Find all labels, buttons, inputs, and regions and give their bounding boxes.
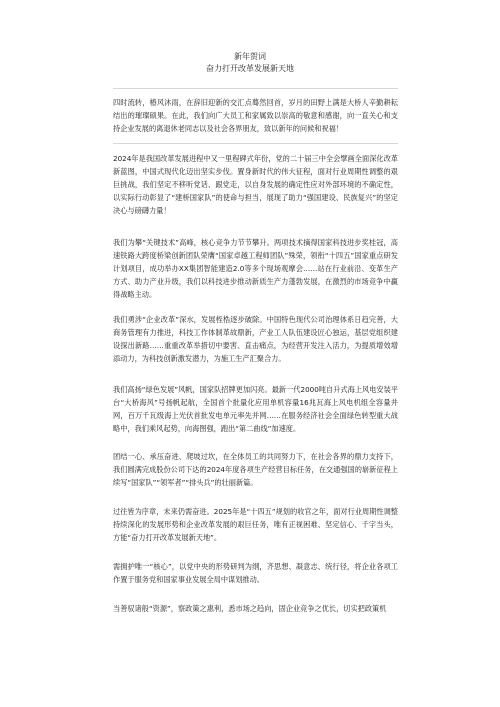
document-title: 新年贺词 [234, 52, 266, 61]
paragraph-9: 当善驭诸般“资源”，察政策之惠利，悉市场之趋向，固企业竞争之优长，切实把政策机 [113, 604, 387, 613]
paragraph-2: 2024年是我国改革发展进程中又一里程碑式年份，党的二十届三中全会擘画全面深化改革新蓝图，中国式现代化迈出坚实步伐。置身新时代的伟大征程，面对行业周期性调整的艰巨挑战，我们坚定不移听党话、跟党走，以自身发展的确定性应对外部环境的不确定性，以实际行动彰显了“建桥国家队”的使命与担当，展现了助力“强国建设、民族复兴”的坚定决心与磅礴力量！ [113, 154, 398, 215]
paragraph-5: 我们高扬“绿色发展”风帆，国家队招牌更加闪亮。最新一代2000吨自升式海上风电安装平台“大桥海风”号扬帆起航，全国首个批量化应用单机容量16兆瓦海上风电机组全容量并网，百万千瓦级海上光伏首批发电单元率先并网……在服务经济社会全面绿色转型重大战略中，我们乘风起势，向海图强，跑出“第二曲线”加速度。 [113, 385, 398, 433]
paragraph-3: 我们为攀“关键技术”高峰，核心竞争力节节攀升。两项技术摘得国家科技进步奖桂冠，高速铁路大跨度桥梁创新团队荣膺“国家卓越工程师团队”殊荣，领衔“十四五”国家重点研发计划项目，成功举办XX集团智能建造2.0等多个现场观摩会……站在行业前沿、变革生产方式、助力产业升级，我们以科技进步推动新质生产力蓬勃发展，在激烈的市场竞争中赢得战略主动。 [113, 238, 398, 299]
paragraph-4: 我们勇涉“企业改革”深水，发展桎梏逐步破除。中国特色现代公司治理体系日趋完善，大商务管理有力推进，科技工作体制革故鼎新，产业工人队伍建设匠心独运，基层党组织建设探出新路……重重改革举措切中要害、直击痛点，为经营开发注入活力，为提质增效增添动力，为科技创新激发潜力，为施工生产汇聚合力。 [113, 315, 398, 363]
document-subtitle: 奋力打开改革发展新天地 [206, 64, 294, 73]
paragraph-6: 团结一心、承压奋进、爬坡过坎，在全体员工的共同努力下，在社会各界的鼎力支持下，我们圆满完成股份公司下达的2024年度各项生产经营目标任务，在交通强国的崭新征程上续写“国家队”“领军者”“排头兵”的壮丽新篇。 [113, 452, 398, 487]
paragraph-7: 过往皆为序章，未来仍需奋进。2025年是“十四五”规划的收官之年，面对行业周期性调整持续深化的发展形势和企业改革发展的艰巨任务，唯有正视困难、坚定信心、千字当头，方能“奋力打开改革发展新天地”。 [113, 507, 398, 542]
section-divider [113, 143, 398, 144]
paragraph-8: 需拥护唯一“核心”，以党中央的形势研判为纲，齐思想、凝意志、统行径，将企业各项工作置于服务党和国家事业发展全局中谋划推动。 [113, 562, 398, 584]
section-divider [113, 88, 398, 89]
paragraph-1: 四时流转，椿风沐雨，在辞旧迎新的交汇点蓦然回首，岁月的田野上满是大桥人辛勤耕耘结出的璀璨硕果。在此，我们向广大员工和家属致以崇高的敬意和感谢，向一直关心和支持企业发展的离退休老同志以及社会各界朋友，致以新年的问候和祝福！ [113, 98, 398, 133]
